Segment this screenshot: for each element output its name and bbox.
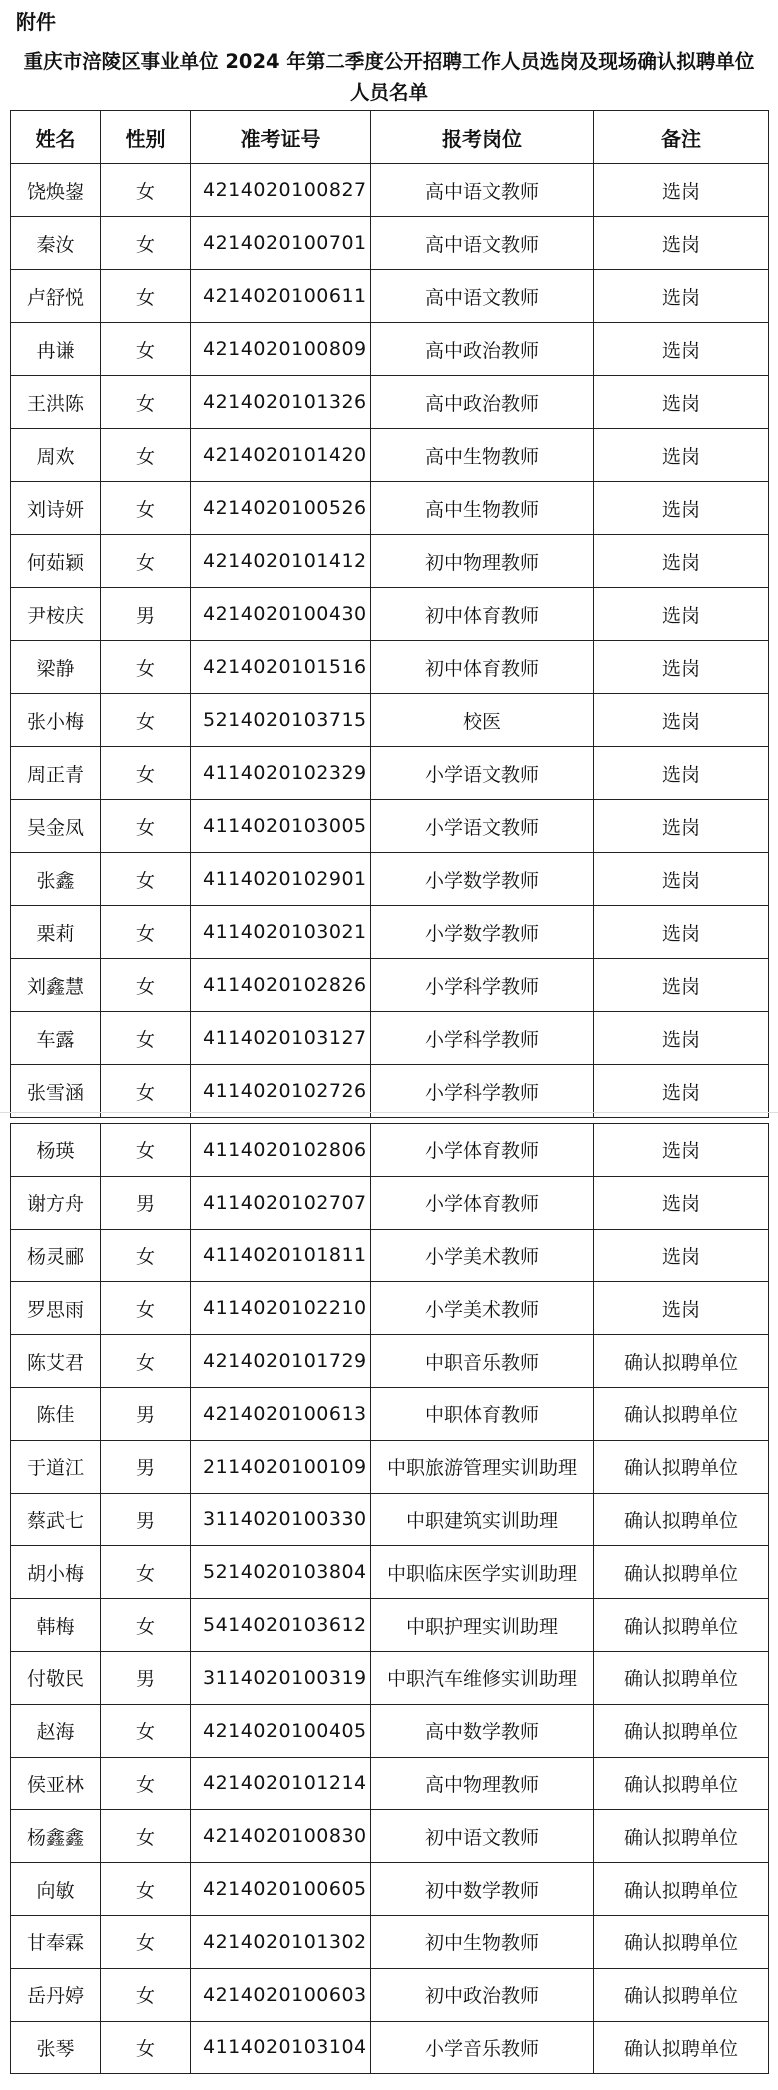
- cell-name: 杨瑛: [11, 1124, 101, 1177]
- cell-exam-no: 4114020101811: [191, 1229, 371, 1282]
- cell-position: 高中生物教师: [371, 482, 594, 535]
- cell-remark: 确认拟聘单位: [594, 1493, 769, 1546]
- cell-name: 胡小梅: [11, 1546, 101, 1599]
- header-name: 姓名: [11, 111, 101, 164]
- table-row: [11, 800, 769, 853]
- cell-name: 张雪涵: [11, 1065, 101, 1118]
- cell-exam-no: 4214020100701: [191, 217, 371, 270]
- cell-remark: 选岗: [594, 482, 769, 535]
- cell-exam-no: 4114020103021: [191, 906, 371, 959]
- cell-remark: 选岗: [594, 1229, 769, 1282]
- cell-exam-no: 3114020100330: [191, 1493, 371, 1546]
- cell-position: 小学美术教师: [371, 1282, 594, 1335]
- cell-position: 小学音乐教师: [371, 2021, 594, 2074]
- table-row: [11, 1012, 769, 1065]
- cell-remark: 确认拟聘单位: [594, 1335, 769, 1388]
- cell-remark: 确认拟聘单位: [594, 1651, 769, 1704]
- cell-name: 张小梅: [11, 694, 101, 747]
- cell-name: 栗莉: [11, 906, 101, 959]
- table-row: [11, 217, 769, 270]
- cell-position: 初中体育教师: [371, 588, 594, 641]
- cell-name: 周正青: [11, 747, 101, 800]
- document-title: [0, 46, 778, 108]
- table-row: [11, 1440, 769, 1493]
- cell-exam-no: 4214020101326: [191, 376, 371, 429]
- cell-position: 高中物理教师: [371, 1757, 594, 1810]
- cell-position: 中职护理实训助理: [371, 1599, 594, 1652]
- cell-exam-no: 2114020100109: [191, 1440, 371, 1493]
- cell-exam-no: 4214020100611: [191, 270, 371, 323]
- table-row: [11, 429, 769, 482]
- cell-gender: 女: [101, 482, 191, 535]
- cell-gender: 女: [101, 1704, 191, 1757]
- cell-gender: 女: [101, 747, 191, 800]
- table-row: [11, 694, 769, 747]
- cell-gender: 女: [101, 694, 191, 747]
- cell-exam-no: 4114020103005: [191, 800, 371, 853]
- cell-exam-no: 4214020101412: [191, 535, 371, 588]
- cell-exam-no: 4214020100827: [191, 164, 371, 217]
- candidate-table-page-1: [10, 110, 769, 1118]
- cell-gender: 女: [101, 1065, 191, 1118]
- cell-position: 小学语文教师: [371, 747, 594, 800]
- cell-name: 付敬民: [11, 1651, 101, 1704]
- cell-remark: 选岗: [594, 1282, 769, 1335]
- cell-exam-no: 4214020100605: [191, 1863, 371, 1916]
- cell-exam-no: 5214020103804: [191, 1546, 371, 1599]
- cell-position: 高中语文教师: [371, 164, 594, 217]
- cell-exam-no: 4214020100613: [191, 1387, 371, 1440]
- cell-remark: 选岗: [594, 1012, 769, 1065]
- cell-remark: 选岗: [594, 270, 769, 323]
- cell-position: 初中政治教师: [371, 1968, 594, 2021]
- page-divider: [0, 1112, 778, 1117]
- table-row: [11, 270, 769, 323]
- cell-position: 中职体育教师: [371, 1387, 594, 1440]
- cell-name: 王洪陈: [11, 376, 101, 429]
- cell-exam-no: 4214020101729: [191, 1335, 371, 1388]
- cell-exam-no: 4214020100405: [191, 1704, 371, 1757]
- cell-name: 杨鑫鑫: [11, 1810, 101, 1863]
- cell-exam-no: 4114020103104: [191, 2021, 371, 2074]
- cell-name: 刘鑫慧: [11, 959, 101, 1012]
- cell-gender: 女: [101, 1810, 191, 1863]
- table-row: [11, 906, 769, 959]
- cell-position: 高中语文教师: [371, 217, 594, 270]
- cell-gender: 女: [101, 1863, 191, 1916]
- cell-exam-no: 4114020102901: [191, 853, 371, 906]
- cell-remark: 选岗: [594, 1176, 769, 1229]
- cell-exam-no: 4114020102329: [191, 747, 371, 800]
- cell-exam-no: 3114020100319: [191, 1651, 371, 1704]
- cell-remark: 选岗: [594, 323, 769, 376]
- table-row: [11, 1757, 769, 1810]
- table-row: [11, 1863, 769, 1916]
- cell-gender: 女: [101, 1229, 191, 1282]
- table-row: [11, 641, 769, 694]
- cell-remark: 确认拟聘单位: [594, 1757, 769, 1810]
- cell-name: 卢舒悦: [11, 270, 101, 323]
- table-row: [11, 376, 769, 429]
- cell-position: 小学科学教师: [371, 1065, 594, 1118]
- cell-position: 中职临床医学实训助理: [371, 1546, 594, 1599]
- cell-remark: 确认拟聘单位: [594, 2021, 769, 2074]
- cell-gender: 女: [101, 376, 191, 429]
- cell-remark: 选岗: [594, 853, 769, 906]
- cell-exam-no: 4114020102210: [191, 1282, 371, 1335]
- cell-position: 小学美术教师: [371, 1229, 594, 1282]
- table-row: [11, 1229, 769, 1282]
- cell-name: 尹桉庆: [11, 588, 101, 641]
- cell-position: 高中政治教师: [371, 323, 594, 376]
- table-row: [11, 535, 769, 588]
- cell-gender: 女: [101, 323, 191, 376]
- cell-position: 初中生物教师: [371, 1915, 594, 1968]
- title-line-2: 人员名单: [349, 81, 428, 104]
- table-row: [11, 959, 769, 1012]
- cell-gender: 女: [101, 853, 191, 906]
- cell-remark: 选岗: [594, 906, 769, 959]
- table-row: [11, 747, 769, 800]
- cell-position: 校医: [371, 694, 594, 747]
- cell-exam-no: 4114020103127: [191, 1012, 371, 1065]
- table-row: [11, 1915, 769, 1968]
- cell-remark: 确认拟聘单位: [594, 1546, 769, 1599]
- cell-position: 中职音乐教师: [371, 1335, 594, 1388]
- cell-remark: 选岗: [594, 535, 769, 588]
- cell-gender: 女: [101, 2021, 191, 2074]
- cell-name: 冉谦: [11, 323, 101, 376]
- cell-remark: 选岗: [594, 429, 769, 482]
- cell-remark: 确认拟聘单位: [594, 1915, 769, 1968]
- cell-name: 陈艾君: [11, 1335, 101, 1388]
- cell-remark: 选岗: [594, 747, 769, 800]
- header-remark: 备注: [594, 111, 769, 164]
- cell-name: 梁静: [11, 641, 101, 694]
- cell-remark: 选岗: [594, 588, 769, 641]
- table-row: [11, 1968, 769, 2021]
- cell-gender: 男: [101, 1176, 191, 1229]
- cell-exam-no: 5414020103612: [191, 1599, 371, 1652]
- cell-gender: 女: [101, 535, 191, 588]
- cell-remark: 确认拟聘单位: [594, 1440, 769, 1493]
- table-row: [11, 1387, 769, 1440]
- cell-position: 中职建筑实训助理: [371, 1493, 594, 1546]
- cell-name: 饶焕鋆: [11, 164, 101, 217]
- cell-gender: 女: [101, 959, 191, 1012]
- cell-exam-no: 4214020101516: [191, 641, 371, 694]
- cell-name: 陈佳: [11, 1387, 101, 1440]
- cell-gender: 女: [101, 217, 191, 270]
- cell-name: 张鑫: [11, 853, 101, 906]
- cell-name: 何茹颖: [11, 535, 101, 588]
- header-position: 报考岗位: [371, 111, 594, 164]
- cell-remark: 选岗: [594, 1124, 769, 1177]
- cell-name: 吴金凤: [11, 800, 101, 853]
- cell-remark: 选岗: [594, 376, 769, 429]
- table-row: [11, 164, 769, 217]
- cell-remark: 确认拟聘单位: [594, 1704, 769, 1757]
- cell-gender: 女: [101, 1968, 191, 2021]
- cell-exam-no: 4114020102726: [191, 1065, 371, 1118]
- cell-remark: 确认拟聘单位: [594, 1599, 769, 1652]
- table-row: [11, 853, 769, 906]
- table-row: [11, 588, 769, 641]
- cell-name: 周欢: [11, 429, 101, 482]
- table-body-page-1: [11, 164, 769, 1118]
- cell-position: 高中政治教师: [371, 376, 594, 429]
- cell-name: 韩梅: [11, 1599, 101, 1652]
- cell-exam-no: 4114020102826: [191, 959, 371, 1012]
- cell-gender: 女: [101, 270, 191, 323]
- table-row: [11, 1282, 769, 1335]
- cell-gender: 女: [101, 1599, 191, 1652]
- cell-name: 车露: [11, 1012, 101, 1065]
- cell-exam-no: 4214020101420: [191, 429, 371, 482]
- cell-gender: 女: [101, 1335, 191, 1388]
- cell-position: 高中数学教师: [371, 1704, 594, 1757]
- cell-remark: 选岗: [594, 217, 769, 270]
- cell-remark: 确认拟聘单位: [594, 1863, 769, 1916]
- cell-exam-no: 4114020102707: [191, 1176, 371, 1229]
- cell-gender: 女: [101, 906, 191, 959]
- cell-name: 岳丹婷: [11, 1968, 101, 2021]
- cell-gender: 女: [101, 1282, 191, 1335]
- cell-exam-no: 4214020101214: [191, 1757, 371, 1810]
- header-exam-no: 准考证号: [191, 111, 371, 164]
- cell-exam-no: 4214020101302: [191, 1915, 371, 1968]
- cell-gender: 女: [101, 800, 191, 853]
- table-row: [11, 1065, 769, 1118]
- cell-remark: 选岗: [594, 959, 769, 1012]
- cell-remark: 确认拟聘单位: [594, 1968, 769, 2021]
- cell-remark: 确认拟聘单位: [594, 1810, 769, 1863]
- attachment-label: 附件: [16, 10, 56, 34]
- cell-gender: 男: [101, 1493, 191, 1546]
- table-row: [11, 1124, 769, 1177]
- cell-position: 初中语文教师: [371, 1810, 594, 1863]
- cell-exam-no: 4114020102806: [191, 1124, 371, 1177]
- table-row: [11, 1335, 769, 1388]
- cell-position: 小学科学教师: [371, 959, 594, 1012]
- cell-remark: 选岗: [594, 694, 769, 747]
- cell-position: 初中数学教师: [371, 1863, 594, 1916]
- table-row: [11, 1176, 769, 1229]
- candidate-table-page-2: [10, 1123, 769, 2074]
- cell-name: 蔡武七: [11, 1493, 101, 1546]
- cell-gender: 男: [101, 1651, 191, 1704]
- title-line-1: 重庆市涪陵区事业单位 2024 年第二季度公开招聘工作人员选岗及现场确认拟聘单位: [23, 50, 755, 73]
- cell-gender: 女: [101, 1546, 191, 1599]
- cell-exam-no: 4214020100526: [191, 482, 371, 535]
- header-gender: 性别: [101, 111, 191, 164]
- cell-exam-no: 4214020100809: [191, 323, 371, 376]
- cell-position: 初中体育教师: [371, 641, 594, 694]
- cell-name: 谢方舟: [11, 1176, 101, 1229]
- cell-exam-no: 4214020100830: [191, 1810, 371, 1863]
- cell-gender: 女: [101, 641, 191, 694]
- table-header-row: [11, 111, 769, 164]
- cell-position: 高中生物教师: [371, 429, 594, 482]
- cell-position: 小学数学教师: [371, 853, 594, 906]
- cell-remark: 确认拟聘单位: [594, 1387, 769, 1440]
- cell-exam-no: 4214020100430: [191, 588, 371, 641]
- table-row: [11, 2021, 769, 2074]
- cell-name: 罗思雨: [11, 1282, 101, 1335]
- cell-gender: 男: [101, 1440, 191, 1493]
- cell-remark: 选岗: [594, 1065, 769, 1118]
- table-row: [11, 1546, 769, 1599]
- table-row: [11, 323, 769, 376]
- cell-name: 向敏: [11, 1863, 101, 1916]
- cell-name: 杨灵郦: [11, 1229, 101, 1282]
- table-row: [11, 1810, 769, 1863]
- cell-position: 小学体育教师: [371, 1124, 594, 1177]
- cell-gender: 女: [101, 1124, 191, 1177]
- cell-gender: 男: [101, 588, 191, 641]
- table-body-page-2: [11, 1124, 769, 2074]
- cell-exam-no: 5214020103715: [191, 694, 371, 747]
- cell-gender: 女: [101, 164, 191, 217]
- cell-position: 小学数学教师: [371, 906, 594, 959]
- cell-position: 中职旅游管理实训助理: [371, 1440, 594, 1493]
- cell-remark: 选岗: [594, 164, 769, 217]
- cell-position: 初中物理教师: [371, 535, 594, 588]
- cell-exam-no: 4214020100603: [191, 1968, 371, 2021]
- cell-remark: 选岗: [594, 641, 769, 694]
- cell-remark: 选岗: [594, 800, 769, 853]
- cell-position: 小学科学教师: [371, 1012, 594, 1065]
- cell-gender: 女: [101, 1757, 191, 1810]
- cell-position: 小学语文教师: [371, 800, 594, 853]
- cell-name: 侯亚林: [11, 1757, 101, 1810]
- table-row: [11, 1493, 769, 1546]
- cell-name: 甘奉霖: [11, 1915, 101, 1968]
- cell-name: 赵海: [11, 1704, 101, 1757]
- cell-name: 张琴: [11, 2021, 101, 2074]
- cell-position: 高中语文教师: [371, 270, 594, 323]
- cell-position: 小学体育教师: [371, 1176, 594, 1229]
- cell-name: 秦汝: [11, 217, 101, 270]
- cell-name: 于道江: [11, 1440, 101, 1493]
- cell-gender: 女: [101, 1915, 191, 1968]
- cell-position: 中职汽车维修实训助理: [371, 1651, 594, 1704]
- cell-gender: 男: [101, 1387, 191, 1440]
- table-row: [11, 1599, 769, 1652]
- table-row: [11, 1704, 769, 1757]
- cell-name: 刘诗妍: [11, 482, 101, 535]
- cell-gender: 女: [101, 429, 191, 482]
- cell-gender: 女: [101, 1012, 191, 1065]
- table-row: [11, 1651, 769, 1704]
- table-row: [11, 482, 769, 535]
